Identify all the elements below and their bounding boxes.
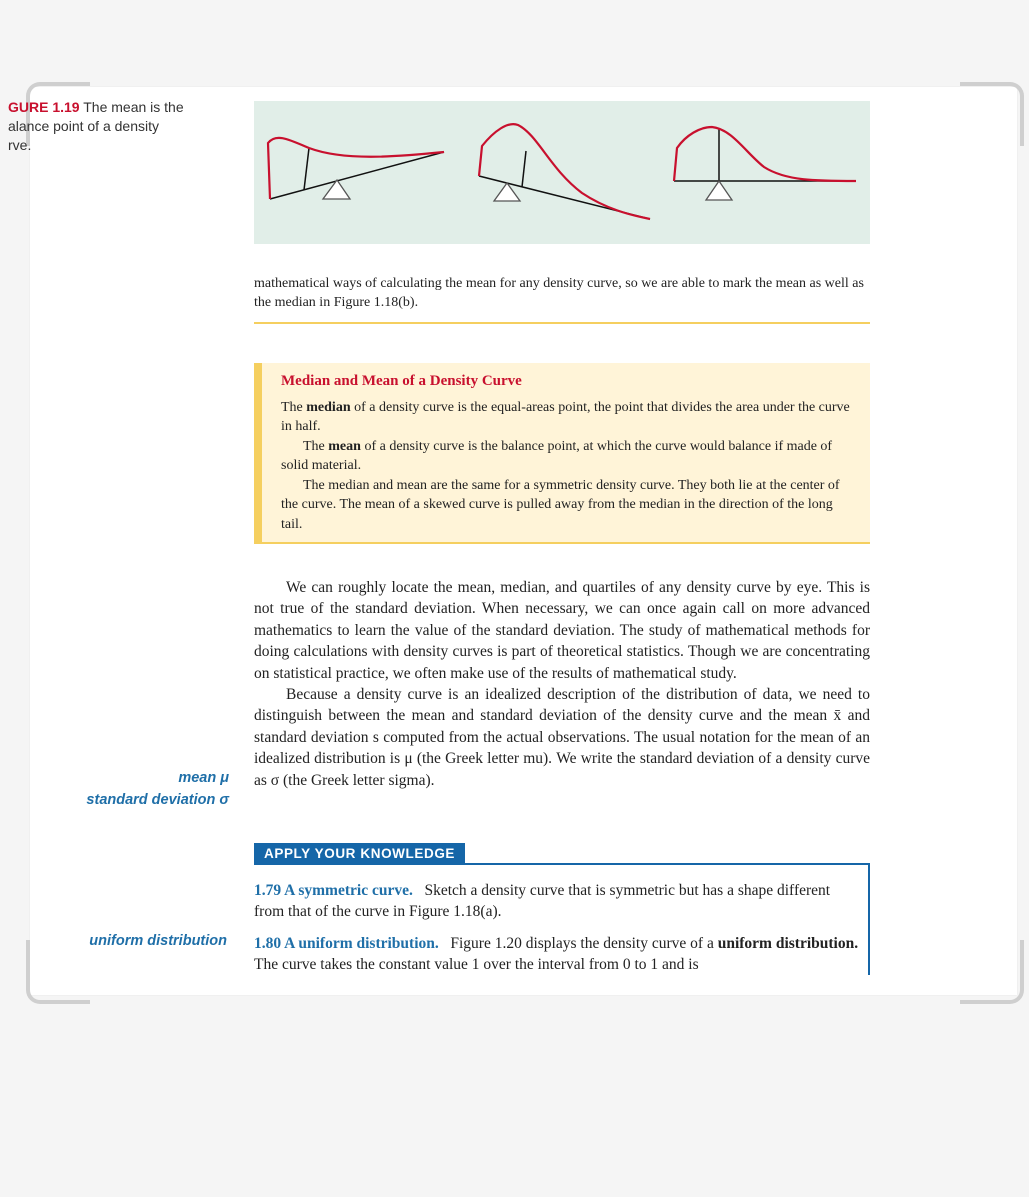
box-paragraph-median: The median of a density curve is the equal-areas point, the point that divides the area under the curve in half. xyxy=(281,399,850,434)
apply-underline xyxy=(254,863,869,865)
crop-handle-bottom-left[interactable] xyxy=(26,940,90,1004)
seesaw-balanced xyxy=(674,127,856,200)
apply-label: APPLY YOUR KNOWLEDGE xyxy=(254,843,465,864)
body-paragraph-1: We can roughly locate the mean, median, and quartiles of any density curve by eye. This is not true of the standard deviation. When necessary, we can once again call on more advanced mathematics to learn the value of the standard deviation. The study of mathematical methods for doing calculations with density curves is part of theoretical statistics. Though we are concentrating on statistical practice, we often make use of the results of mathematical study. xyxy=(254,579,870,682)
exercise-1-79: 1.79 A symmetric curve. Sketch a density curve that is symmetric but has a shape different from that of the curve in Figure 1.18(a). xyxy=(254,882,831,921)
intro-paragraph: mathematical ways of calculating the mean for any density curve, so we are able to mark the mean as well as the median in Figure 1.18(b). xyxy=(254,276,864,310)
definition-box xyxy=(254,363,870,544)
figure-label: GURE 1.19 xyxy=(8,99,80,115)
divider xyxy=(254,322,870,324)
body-text xyxy=(254,577,870,791)
exercise-1-80: 1.80 A uniform distribution. Figure 1.20 displays the density curve of a uniform distribution. The curve takes the constant value 1 over the interval from 0 to 1 and is xyxy=(254,935,859,974)
box-paragraph-symmetric: The median and mean are the same for a symmetric density curve. They both lie at the center of the curve. The mean of a skewed curve is pulled away from the median in the direction of the long tail. xyxy=(281,477,840,532)
box-title: Median and Mean of a Density Curve xyxy=(281,373,522,389)
apply-your-knowledge xyxy=(254,843,870,864)
crop-handle-top-right[interactable] xyxy=(960,82,1024,146)
figure-caption: GURE 1.19 The mean is the alance point of a density rve. xyxy=(8,99,184,153)
margin-term-uniform: uniform distribution xyxy=(89,933,227,949)
apply-side-line xyxy=(868,863,870,975)
box-paragraph-mean: The mean of a density curve is the balance point, at which the curve would balance if made of solid material. xyxy=(281,438,833,473)
balance-figure xyxy=(254,101,870,244)
margin-term-mean: mean μ xyxy=(178,770,229,786)
margin-term-standard-deviation: standard deviation σ xyxy=(86,792,229,808)
body-paragraph-2: Because a density curve is an idealized description of the distribution of data, we need to distinguish between the mean and standard deviation of the density curve and the mean x̄ and standard deviation s computed from the actual observations. The usual notation for the mean of an idealized distribution is μ (the Greek letter mu). We write the standard deviation of a density curve as σ (the Greek letter sigma). xyxy=(254,686,870,789)
seesaw-right-skew xyxy=(268,138,444,199)
seesaw-left-heavy xyxy=(479,124,650,219)
crop-handle-bottom-right[interactable] xyxy=(960,940,1024,1004)
